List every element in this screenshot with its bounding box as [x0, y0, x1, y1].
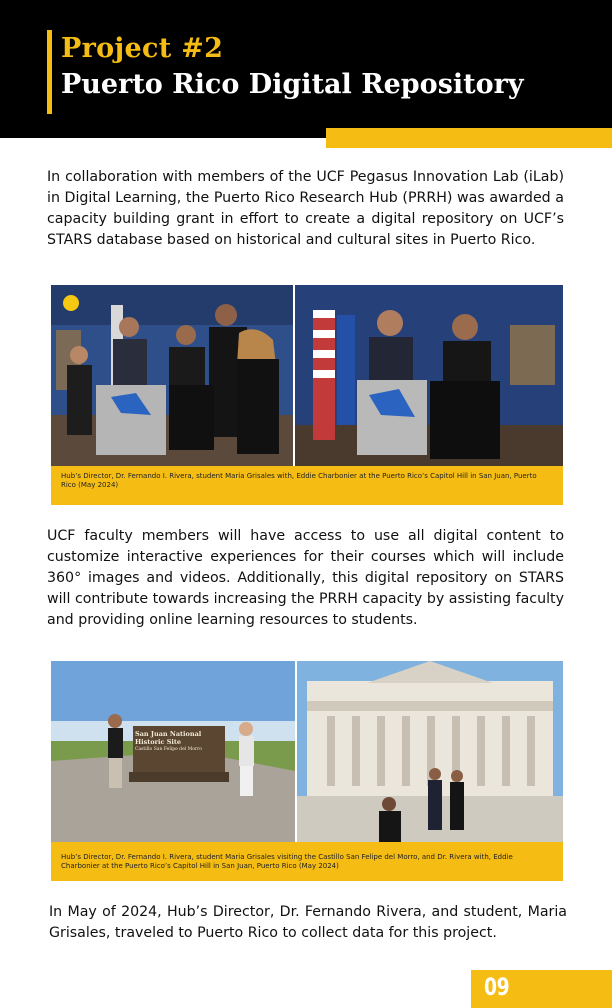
header-accent-bar — [47, 30, 52, 114]
photo-group-capitol-office — [51, 285, 563, 505]
page-title: Puerto Rico Digital Repository — [61, 69, 524, 100]
photo-el-morro-sign — [51, 661, 295, 842]
header-accent-strip — [326, 128, 612, 148]
sign-text-line1: San Juan National — [135, 730, 202, 738]
page-number: 09 — [484, 973, 510, 1001]
photo-caption-1: Hub’s Director, Dr. Fernando I. Rivera, student Maria Grisales with, Eddie Charbonier at the Puerto Rico’s Capitol Hill in San Juan, Puerto Rico (May 2024) — [51, 466, 563, 505]
photo-caption-2: Hub’s Director, Dr. Fernando I. Rivera, student Maria Grisales visiting the Castillo San Felipe del Morro, and Dr. Rivera with, Eddie Charbonier at the Puerto Rico’s Capitol Hill in San Juan, Puerto Rico (May 2024) — [51, 842, 563, 881]
photo-capitol-shirts — [295, 285, 563, 466]
sign-text-line2: Historic Site — [135, 738, 182, 746]
project-number: Project #2 — [61, 33, 224, 64]
photo-group-historic-sites — [51, 661, 563, 881]
faculty-paragraph: UCF faculty members will have access to use all digital content to customize interactive experiences for their courses which will include 360° images and videos. Additionally, this digital repository on STARS will contribute towards increasing the PRRH capacity by assisting faculty and providing online learning resources to students. — [47, 528, 564, 628]
sign-text-line3: Castillo San Felipe del Morro — [135, 747, 202, 752]
photo-capitol-building — [297, 661, 563, 842]
travel-paragraph: In May of 2024, Hub’s Director, Dr. Fernando Rivera, and student, Maria Grisales, traveled to Puerto Rico to collect data for this project. — [49, 904, 567, 941]
photo-office-group — [51, 285, 293, 466]
intro-paragraph: In collaboration with members of the UCF Pegasus Innovation Lab (iLab) in Digital Learning, the Puerto Rico Research Hub (PRRH) was awarded a capacity building grant in effort to create a digital repository on UCF’s STARS database based on historical and cultural sites in Puerto Rico. — [47, 169, 564, 248]
